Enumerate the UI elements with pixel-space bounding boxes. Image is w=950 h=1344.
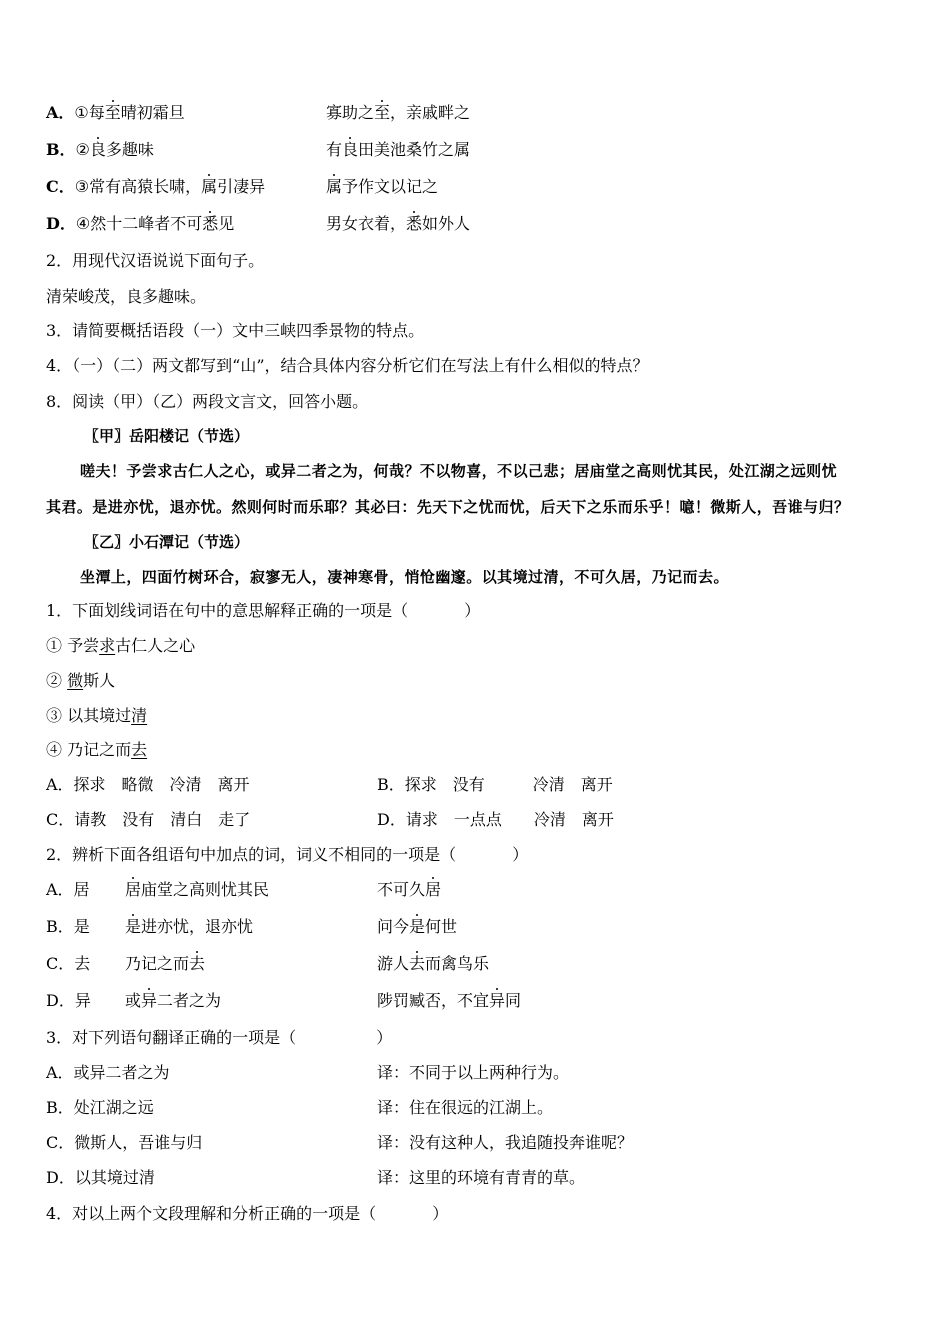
choice-option: A．或异二者之为 <box>46 1063 170 1082</box>
translation: 译：这里的环境有青青的草。 <box>377 1168 586 1187</box>
dotted-char: 异 <box>141 991 158 1010</box>
choice-option: C．请教 没有 清白 走了 <box>46 810 251 829</box>
subquestion-title: 2．辨析下面各组语句中加点的词，词义不相同的一项是（ ） <box>46 845 529 864</box>
choice-right: 问今是何世 <box>377 917 458 936</box>
option-row: A．①每至晴初霜旦 <box>46 103 185 122</box>
passage-heading: 〖乙〗小石潭记（节选） <box>84 533 250 551</box>
option-right: 寡助之至，亲戚畔之 <box>326 103 471 122</box>
underlined-word: 去 <box>131 740 148 759</box>
question-title: 2．用现代汉语说说下面句子。 <box>46 251 265 270</box>
choice-left: 居庙堂之高则忧其民 <box>125 880 270 899</box>
choice-left: 或异二者之为 <box>125 991 222 1010</box>
underlined-word: 微 <box>67 671 84 690</box>
dotted-char: 至 <box>374 103 391 122</box>
option-letter: D． <box>46 214 76 233</box>
list-item: ③ 以其境过清 <box>46 706 148 725</box>
list-item: ① 予尝求古仁人之心 <box>46 636 196 655</box>
choice-right: 不可久居 <box>377 880 442 899</box>
choice-right: 游人去而禽鸟乐 <box>377 954 490 973</box>
dotted-char: 属 <box>201 177 218 196</box>
dotted-char: 悉 <box>202 214 219 233</box>
passage-text: 坐潭上，四面竹树环合，寂寥无人，凄神寒骨，悄怆幽邃。以其境过清，不可久居，乃记而去。 <box>80 568 729 586</box>
dotted-char: 去 <box>189 954 206 973</box>
dotted-char: 良 <box>342 140 359 159</box>
dotted-char: 属 <box>326 177 343 196</box>
translation: 译：不同于以上两种行为。 <box>377 1063 570 1082</box>
choice-left: 乃记之而去 <box>125 954 206 973</box>
underlined-word: 清 <box>131 706 148 725</box>
dotted-char: 居 <box>125 880 142 899</box>
dotted-char: 悉 <box>406 214 423 233</box>
choice-option: B．是 <box>46 917 90 936</box>
option-row: C．③常有高猿长啸，属引凄异 <box>46 177 266 196</box>
choice-option: D．以其境过清 <box>46 1168 155 1187</box>
choice-option: C．微斯人，吾谁与归 <box>46 1133 203 1152</box>
option-right: 男女衣着，悉如外人 <box>326 214 471 233</box>
dotted-char: 至 <box>104 103 121 122</box>
option-row: D．④然十二峰者不可悉见 <box>46 214 235 233</box>
choice-option: B．探求 没有 冷清 离开 <box>377 775 613 794</box>
question-title: 4．（一）（二）两文都写到“山”，结合具体内容分析它们在写法上有什么相似的特点？ <box>46 356 649 375</box>
question-sentence: 清荣峻茂，良多趣味。 <box>46 287 207 306</box>
question-title: 3．请简要概括语段（一）文中三峡四季景物的特点。 <box>46 321 425 340</box>
dotted-char: 是 <box>409 917 426 936</box>
dotted-char: 是 <box>125 917 142 936</box>
dotted-char: 异 <box>489 991 506 1010</box>
choice-right: 陟罚臧否，不宜异同 <box>377 991 522 1010</box>
subquestion-title: 1．下面划线词语在句中的意思解释正确的一项是（ ） <box>46 601 481 620</box>
underlined-word: 求 <box>99 636 116 655</box>
list-item: ④ 乃记之而去 <box>46 740 148 759</box>
option-right: 属予作文以记之 <box>326 177 439 196</box>
choice-option: A．居 <box>46 880 90 899</box>
passage-text: 其君。是进亦忧，退亦忧。然则何时而乐耶？其必曰：先天下之忧而忧，后天下之乐而乐乎！噫！微斯人，吾谁与归？ <box>46 498 850 516</box>
option-letter: B． <box>46 140 76 159</box>
choice-left: 是进亦忧，退亦忧 <box>125 917 254 936</box>
option-right: 有良田美池桑竹之属 <box>326 140 471 159</box>
translation: 译：住在很远的江湖上。 <box>377 1098 554 1117</box>
dotted-char: 去 <box>409 954 426 973</box>
translation: 译：没有这种人，我追随投奔谁呢？ <box>377 1133 634 1152</box>
choice-option: D．请求 一点点 冷清 离开 <box>377 810 614 829</box>
choice-option: B．处江湖之远 <box>46 1098 154 1117</box>
list-item: ② 微斯人 <box>46 671 116 690</box>
dotted-char: 居 <box>425 880 442 899</box>
option-row: B．②良多趣味 <box>46 140 154 159</box>
option-letter: A． <box>46 103 75 122</box>
dotted-char: 良 <box>89 140 106 159</box>
passage-heading: 〖甲〗岳阳楼记（节选） <box>84 427 250 445</box>
subquestion-title: 4．对以上两个文段理解和分析正确的一项是（ ） <box>46 1204 449 1223</box>
subquestion-title: 3．对下列语句翻译正确的一项是（ ） <box>46 1028 393 1047</box>
choice-option: D．异 <box>46 991 91 1010</box>
choice-option: C．去 <box>46 954 91 973</box>
passage-text: 嗟夫！予尝求古仁人之心，或异二者之为，何哉？不以物喜，不以己悲；居庙堂之高则忧其民，处江湖之远则忧 <box>80 462 838 480</box>
question-title: 8．阅读（甲）（乙）两段文言文，回答小题。 <box>46 392 369 411</box>
choice-option: A．探求 略微 冷清 离开 <box>46 775 250 794</box>
option-letter: C． <box>46 177 75 196</box>
